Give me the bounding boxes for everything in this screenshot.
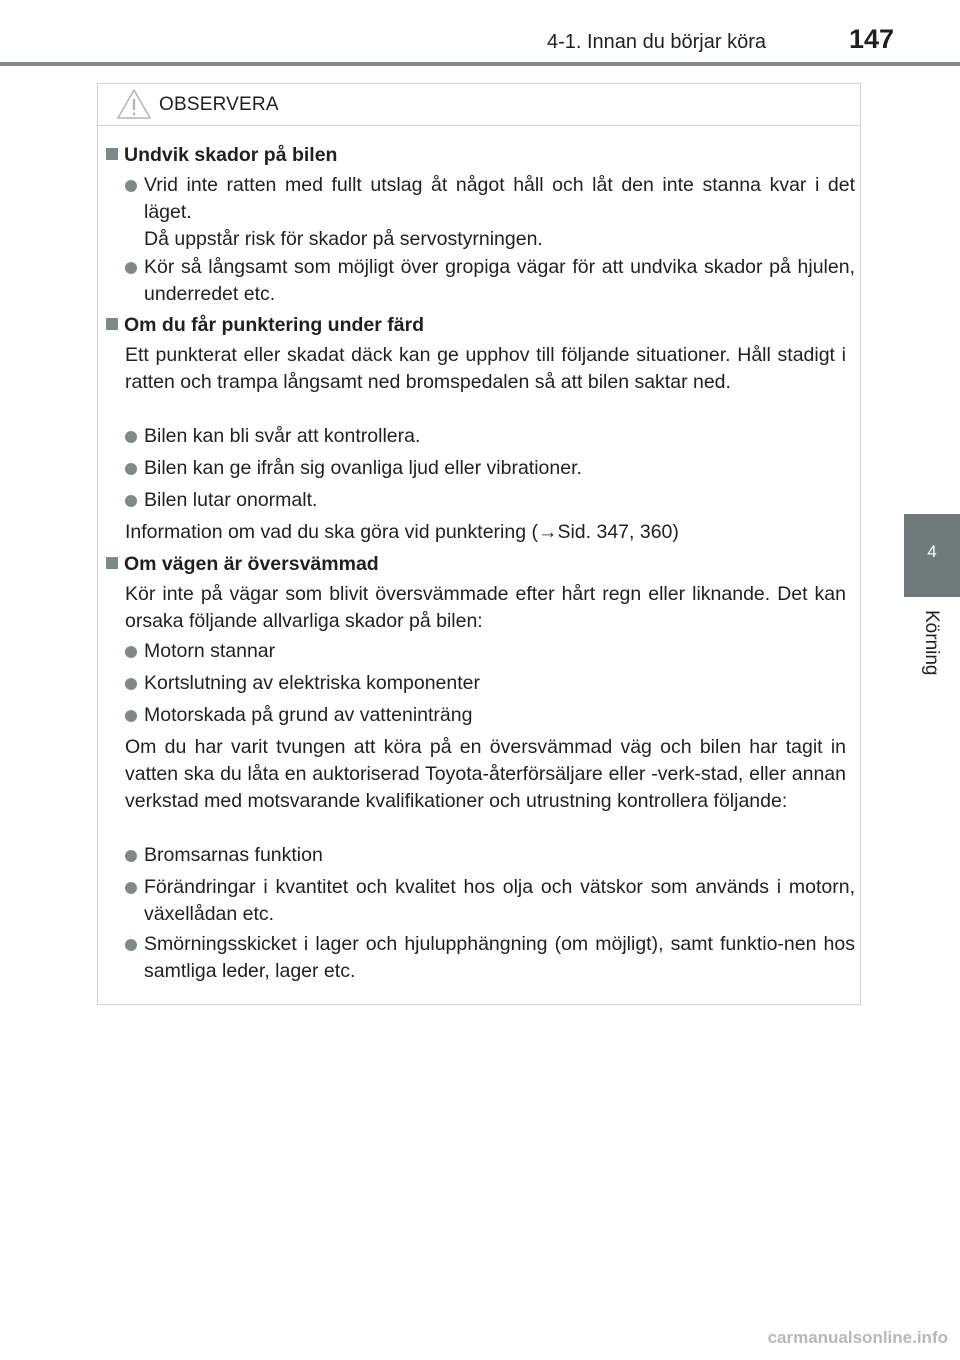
notice-box xyxy=(97,83,861,1005)
list-item: Bilen lutar onormalt. xyxy=(125,487,855,514)
round-bullet-icon xyxy=(125,882,137,894)
watermark: carmanualsonline.info xyxy=(767,1328,948,1347)
square-bullet-icon xyxy=(106,318,118,330)
paragraph: Kör inte på vägar som blivit översvämmade efter hårt regn eller liknande. Det kan orsaka följande allvarliga skador på bilen: xyxy=(125,583,846,632)
paragraph: Om du har varit tvungen att köra på en översvämmad väg och bilen har tagit in vatten ska du låta en auktoriserad Toyota-återförsäljare eller -verk-stad, eller annan verkstad med motsvarande kvalifikationer och utrustning kontrollera följande: xyxy=(125,736,846,812)
list-item: Bromsarnas funktion xyxy=(125,842,855,869)
list-item: Förändringar i kvantitet och kvalitet hos olja och vätskor som används i motorn, växellådan etc. xyxy=(125,874,855,928)
list-item: Bilen kan ge ifrån sig ovanliga ljud eller vibrationer. xyxy=(125,455,855,482)
square-bullet-icon xyxy=(106,148,118,160)
section-heading: Om vägen är översvämmad xyxy=(106,551,379,578)
round-bullet-icon xyxy=(125,463,137,475)
list-item: Smörningsskicket i lager och hjulupphängning (om möjligt), samt funktio-nen hos samtliga leder, lager etc. xyxy=(125,931,855,985)
paragraph: Information om vad du ska göra vid punktering (→Sid. 347, 360) xyxy=(125,521,679,543)
round-bullet-icon xyxy=(125,180,137,192)
round-bullet-icon xyxy=(125,939,137,951)
paragraph: Ett punkterat eller skadat däck kan ge upphov till följande situationer. Håll stadigt i ratten och trampa långsamt ned bromspedalen så att bilen saktar ned. xyxy=(125,344,846,393)
round-bullet-icon xyxy=(125,678,137,690)
section-heading: Om du får punktering under färd xyxy=(106,312,424,339)
round-bullet-icon xyxy=(125,262,137,274)
list-item: Motorn stannar xyxy=(125,638,855,665)
round-bullet-icon xyxy=(125,710,137,722)
chapter-number: 4 xyxy=(927,542,937,561)
round-bullet-icon xyxy=(125,646,137,658)
round-bullet-icon xyxy=(125,431,137,443)
list-item: Kör så långsamt som möjligt över gropiga vägar för att undvika skador på hjulen, underredet etc. xyxy=(125,254,855,308)
list-item: Vrid inte ratten med fullt utslag åt något håll och låt den inte stanna kvar i det läget. Då uppstår risk för skador på servostyrningen. xyxy=(125,172,855,253)
notice-title: OBSERVERA xyxy=(159,94,279,115)
warning-triangle-icon xyxy=(116,88,152,120)
square-bullet-icon xyxy=(106,557,118,569)
header-divider xyxy=(0,62,960,66)
list-item: Motorskada på grund av vatteninträng xyxy=(125,702,855,729)
page-number: 147 xyxy=(848,24,894,54)
round-bullet-icon xyxy=(125,850,137,862)
page-header xyxy=(0,0,960,70)
list-item: Bilen kan bli svår att kontrollera. xyxy=(125,423,855,450)
section-title: 4-1. Innan du börjar köra xyxy=(546,31,766,53)
notice-header xyxy=(98,84,860,126)
round-bullet-icon xyxy=(125,495,137,507)
section-heading: Undvik skador på bilen xyxy=(106,142,337,169)
chapter-label: Körning xyxy=(921,610,942,676)
list-item: Kortslutning av elektriska komponenter xyxy=(125,670,855,697)
chapter-tab xyxy=(904,514,960,597)
